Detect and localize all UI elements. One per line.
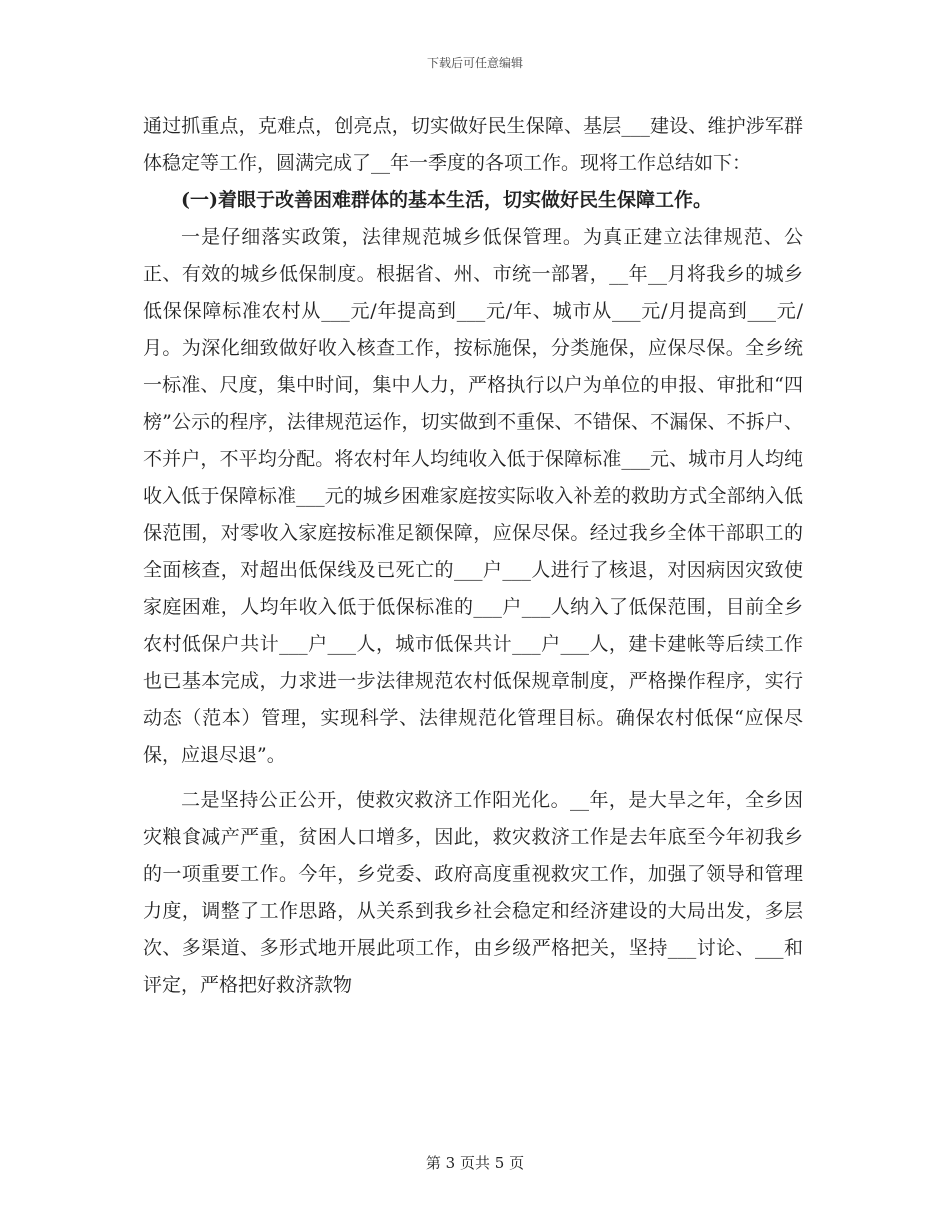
section-heading: (一)着眼于改善困难群体的基本生活，切实做好民生保障工作。 (181, 189, 712, 211)
intro-paragraph: 通过抓重点，克难点，创亮点，切实做好民生保障、基层___建设、维护涉军群体稳定等工作，圆满完成了__年一季度的各项工作。现将工作总结如下： (143, 115, 803, 174)
page-header-note: 下载后可任意编辑 (426, 56, 523, 70)
paragraph-one: 一是仔细落实政策，法律规范城乡低保管理。为真正建立法律规范、公正、有效的城乡低保制度。根据省、州、市统一部署，__年__月将我乡的城乡低保保障标准农村从___元/年提高到___元/年、城市从___元/月提高到___元/月。为深化细致做好收入核查工作，按标施保，分类施保，应保尽保。全乡统一标准、尺度，集中时间，集中人力，严格执行以户为单位的申报、审批和“四榜”公示的程序，法律规范运作，切实做到不重保、不错保、不漏保、不拆户、不并户，不平均分配。将农村年人均纯收入低于保障标准___元、城市月人均纯收入低于保障标准___元的城乡困难家庭按实际收入补差的救助方式全部纳入低保范围，对零收入家庭按标准足额保障，应保尽保。经过我乡全体干部职工的全面核查，对超出低保线及已死亡的___户___人进行了核退，对因病因灾致使家庭困难，人均年收入低于低保标准的___户___人纳入了低保范围，目前全乡农村低保户共计___户___人，城市低保共计___户___人，建卡建帐等后续工作也已基本完成，力求进一步法律规范农村低保规章制度，严格操作程序，实行动态（范本）管理，实现科学、法律规范化管理目标。确保农村低保“应保尽保，应退尽退”。 (143, 226, 803, 766)
page-number-footer: 第 3 页共 5 页 (425, 1154, 525, 1172)
document-body (143, 108, 803, 1004)
paragraph-two: 二是坚持公正公开，使救灾救济工作阳光化。__年，是大旱之年，全乡因灾粮食减产严重，贫困人口增多，因此，救灾救济工作是去年底至今年初我乡的一项重要工作。今年，乡党委、政府高度重视救灾工作，加强了领导和管理力度，调整了工作思路，从关系到我乡社会稳定和经济建设的大局出发，多层次、多渠道、多形式地开展此项工作，由乡级严格把关，坚持___讨论、___和评定，严格把好救济款物 (143, 789, 803, 996)
